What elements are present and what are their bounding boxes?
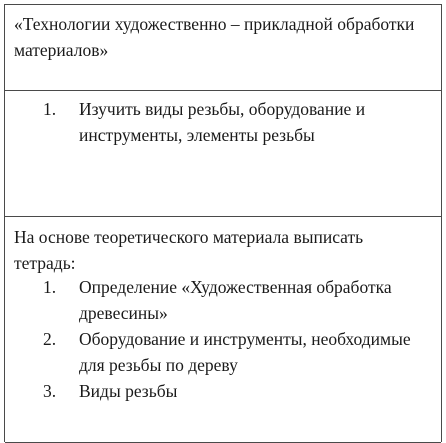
assignment-intro: На основе теоретического материала выписать тетрадь:	[14, 227, 364, 273]
table-cell-assignment	[5, 218, 441, 443]
table-cell-title	[5, 5, 441, 91]
list-item-number: 1.	[43, 277, 57, 297]
list-item	[5, 378, 443, 404]
list-item-text: Виды резьбы	[79, 381, 178, 401]
list-item	[5, 326, 443, 378]
list-item-number: 2.	[43, 329, 57, 349]
assignment-list	[5, 274, 443, 404]
task-list	[5, 96, 443, 148]
list-item	[5, 274, 443, 326]
list-item-text: Оборудование и инструменты, необходимые для резьбы по дереву	[79, 329, 411, 375]
topic-title: «Технологии художественно – прикладной обработки материалов»	[14, 14, 415, 60]
list-item-number: 1.	[43, 99, 57, 119]
document-table	[4, 4, 442, 442]
list-item-text: Изучить виды резьбы, оборудование и инструменты, элементы резьбы	[79, 99, 366, 145]
list-item	[5, 96, 443, 148]
table-cell-task	[5, 92, 441, 217]
list-item-text: Определение «Художественная обработка древесины»	[79, 277, 392, 323]
list-item-number: 3.	[43, 381, 57, 401]
